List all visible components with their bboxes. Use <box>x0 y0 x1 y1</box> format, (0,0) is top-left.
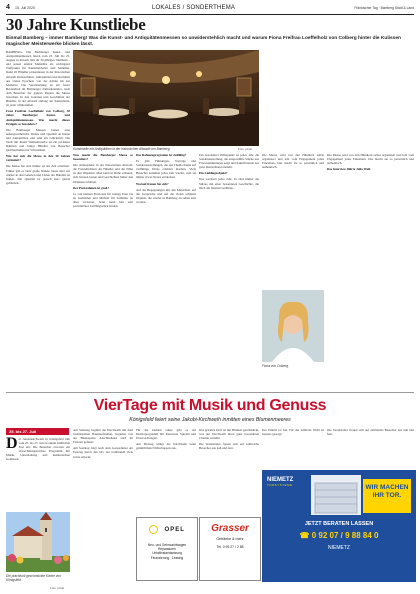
opel-logo <box>137 521 197 539</box>
article2-column-6 <box>327 428 414 462</box>
niemetz-logo <box>267 477 307 487</box>
article2-column-3 <box>136 428 196 512</box>
grasser-logo: Grasser <box>211 523 249 534</box>
paragraph: Die Atmosphäre in der historischen Altstadt, die Freundlichkeit der Händler und die Nähe zu den Objekten. Man kann in Ruhe schauen, sich beraten lassen und Geschichten hinter den Objekten erfahren. <box>73 163 133 184</box>
opel-service-line: Reparaturen <box>158 547 176 552</box>
paragraph: er Jakobikirchweih in Königsfeld lädt vom 25. bis 27. Juli zu einem fröhlichen Fest ein. Die Besucher erwartet ein abwechslungsreiches Programm mit Musik, Unterhaltung und kulinarischen Genüssen. <box>6 437 70 462</box>
interview-question: Worauf freuen Sie sich? <box>136 181 169 186</box>
garage-door-illustration <box>311 475 361 515</box>
church-caption: Die prachtvoll geschmückte Kirche von Königsfeld. <box>6 574 61 582</box>
photo2-caption: Fiona von Colberg. <box>262 364 289 368</box>
photo1-credit: Foto: privat <box>238 147 252 151</box>
photo-kunstmeile-image <box>73 50 259 146</box>
newspaper-name: Fränkischer Tag · Bamberg Stadt & Land <box>354 6 414 10</box>
photo-portrait <box>262 290 324 362</box>
portrait-image <box>262 290 324 362</box>
paragraph: Ja, von kleinen Preziosen für wenige Euro bis zu Gemälden und Möbeln für Sammler ist alles vertreten. Jeder kann hier sein persönliches Lieblingsstück finden. <box>73 191 133 209</box>
photo-kunstmeile <box>73 50 259 146</box>
interview-question: Was macht die Bamberger Messe so besonders? <box>73 153 133 162</box>
paragraph: Das gesamte Dorf ist mit Blumen geschmückt, was der Kirchweih ihren ganz besonderen Charme verleiht. <box>199 428 259 441</box>
article-lead: Einmal Bamberg – immer Bamberg! Was die Kunst- und Antiquitätenmessen so unwiderstehlich macht und warum Fiona Freifrau Loeffelholz von Colberg hinter die Kulissen magischer Meisterwerke blicken lässt. <box>6 36 401 47</box>
page-number: 4 <box>6 4 10 11</box>
interview-question: Das Rahmenprogramm ist vielfältig? <box>136 153 187 157</box>
interview-question: Frau Freifrau Loeffelholz von Colberg, 30 Jahre Bamberger Kunst- und Antiquitätenmessen. Was macht dieses Ereignis so besonders? <box>6 109 70 126</box>
article2-column-1 <box>6 437 70 509</box>
article1-column-4 <box>199 153 259 378</box>
paragraph: Es gibt Führungen, Vorträge und Sonderausstellungen, die das Thema Kunst auf vielfältige Weise erlebbar machen. Viele Besucher kommen jedes Jahr wieder, weil sie immer etwas Neues entdecken. <box>136 159 196 180</box>
section-title: LOKALES / SONDERTHEMA <box>152 4 236 11</box>
paragraph: Der Eintritt ist frei. Für das leibliche Wohl ist bestens gesorgt. <box>262 428 324 437</box>
paragraph: Am Montag klingt die Kirchweih beim gemütlichen Frühschoppen aus. <box>136 442 196 451</box>
paragraph: Die Messe hat sich immer an der Zeit orientiert. Früher gab es viele große Stände, heute sind wir stärker in den Galerien und Läden der Händler zu finden. Die Qualität ist jedoch stets gleich geblieben. <box>6 164 70 185</box>
opel-service-line: Finanzierung · Leasing <box>150 555 184 560</box>
opel-services <box>137 543 197 560</box>
section-divider <box>6 392 414 393</box>
article1-column-5 <box>262 153 324 288</box>
issue-date: 15. Juli 2020 <box>15 6 35 10</box>
interview-question: Wie hat sich die Messe in den 30 Jahren verändert? <box>6 154 70 163</box>
article1-column-6 <box>327 153 414 378</box>
paragraph: Am Sonntag folgt nach dem Gottesdienst der Festzug durch den Ort, der traditionell viele Gäste anlockt. <box>73 446 133 459</box>
niemetz-web[interactable]: NIEMETZ <box>328 545 350 551</box>
niemetz-cta: JETZT BERATEN LASSEN <box>304 521 374 527</box>
article-title: 30 Jahre Kunstliebe <box>6 15 146 34</box>
church-credit: Foto: privat <box>50 586 64 590</box>
photo-church <box>6 512 70 572</box>
article1-column-1 <box>6 50 70 350</box>
banner-subtitle: Königsfeld feiert seine Jakobi-Kirchweih inmitten eines Blumenmeeres <box>129 417 291 423</box>
niemetz-logo-sub: TORSYSTEME <box>267 483 293 487</box>
niemetz-logo-text: NIEMETZ <box>267 477 294 483</box>
article1-column-3 <box>136 153 196 378</box>
opel-service-line: Unfallinstandsetzung <box>152 551 182 556</box>
author-credit: Das Interview führte Julia Wolf. <box>327 167 371 172</box>
opel-emblem-icon <box>149 525 158 534</box>
paragraph: Die Veranstalter freuen sich auf zahlreiche Besucher aus nah und fern. <box>327 428 414 437</box>
niemetz-ad[interactable] <box>262 470 416 582</box>
opel-ad[interactable] <box>136 517 198 581</box>
photo1-caption: Kunstmeile mit Antiquitäten in der historischen Altstadt von Bamberg. <box>73 147 171 151</box>
grasser-ad[interactable] <box>199 517 261 581</box>
dateline-badge: 25. bis 27. Juli <box>6 428 69 435</box>
paragraph: Die Messe wird von den Händlern selbst organisiert und lebt vom Engagement jedes Einzelnen. Das macht sie so persönlich und authentisch. <box>262 153 324 170</box>
paragraph: Auf die Begegnungen mit den Menschen, auf die Gespräche und auf die vielen schönen Objekte, die wieder in Bamberg zu sehen sein werden. <box>136 187 196 204</box>
grasser-phone: Tel. 0 95 27 / 2 88 <box>216 545 244 549</box>
interview-question: Ein Lieblingsobjekt? <box>199 171 228 176</box>
garage-door-icon <box>311 475 361 515</box>
niemetz-phone[interactable]: ☎ 0 92 07 / 9 88 84 0 <box>299 531 379 540</box>
drop-cap: D <box>6 437 18 452</box>
opel-brand: OPEL <box>164 526 185 533</box>
opel-service-line: Neu- und Gebrauchtwagen <box>147 543 187 547</box>
paragraph: Die Messe wird von den Händlern selbst organisiert und lebt vom Engagement jedes Einzelnen. Das macht sie so persönlich und authentisch. <box>327 153 414 166</box>
interview-question: Der Preisrahmen ist groß? <box>73 185 110 190</box>
paragraph: Das wechselt jedes Jahr. Es sind immer die Stücke mit einer besonderen Geschichte, die mich am meisten berühren. <box>199 177 259 190</box>
paragraph: Am Samstag beginnt die Kirchweih mit dem traditionellen Baumaufstellen, begleitet von der Blaskapelle. Anschließend wird im Festzelt gefeiert. <box>73 428 133 445</box>
paragraph: Ein besonderer Höhepunkt ist jedes Jahr die Sonderausstellung, die ausgewählte Stücke aus Privatsammlungen zeigt und Kunstfreunde aus ganz Deutschland anzieht. <box>199 153 259 170</box>
grasser-tagline: Getränke & mehr <box>216 537 244 541</box>
article2-column-4 <box>199 428 259 512</box>
church-image <box>6 512 70 572</box>
article2-column-2 <box>73 428 133 512</box>
paragraph: Die Veranstalter freuen sich auf zahlreiche Besucher aus nah und fern. <box>199 442 259 451</box>
paragraph: BAMBERG. Die Bamberger Kunst- und Antiquitätenmessen feiern vom 23. Juli bis 23. August in diesem Jahr ihr 30-jähriges Jubiläum – und setzen einmal Maßstäbe als wichtigster Treffpunkt für Kunstliebhaber und Sammler. Rund 20 Händler präsentieren in der historischen Altstadt Kunstschätze, Antiquitäten und Raritäten aus vielen Epochen, von der Antike bis zur Moderne. Die Veranstaltung ist ein fester Bestandteil im Bamberger Kulturkalender, nach dem Besucher der ganzen Region die Messe besuchen. In den Galerien und Geschäften der Händler, in der Altstadt entlang der Kunstmeile, ist jeder willkommen. <box>6 50 70 108</box>
article1-column-2 <box>73 153 133 378</box>
paragraph: Die Bamberger Messen bieten eine außergewöhnliche Dichte und Qualität an Kunst und Antiquitäten und sind ein Glücksfall. Die Stadt mit ihrem Weltkulturerbe ist ein perfekter Rahmen und bringt Händler wie Besucher gleichermaßen ins Schwärmen. <box>6 127 70 153</box>
paragraph: Für die kleinen Gäste gibt es ein Kinderprogramm mit Karussell, Spielen und Überraschungen. <box>136 428 196 441</box>
niemetz-slogan: WIR MACHEN IHR TOR. <box>363 479 411 513</box>
banner-headline: VierTage mit Musik und Genuss <box>93 397 327 414</box>
